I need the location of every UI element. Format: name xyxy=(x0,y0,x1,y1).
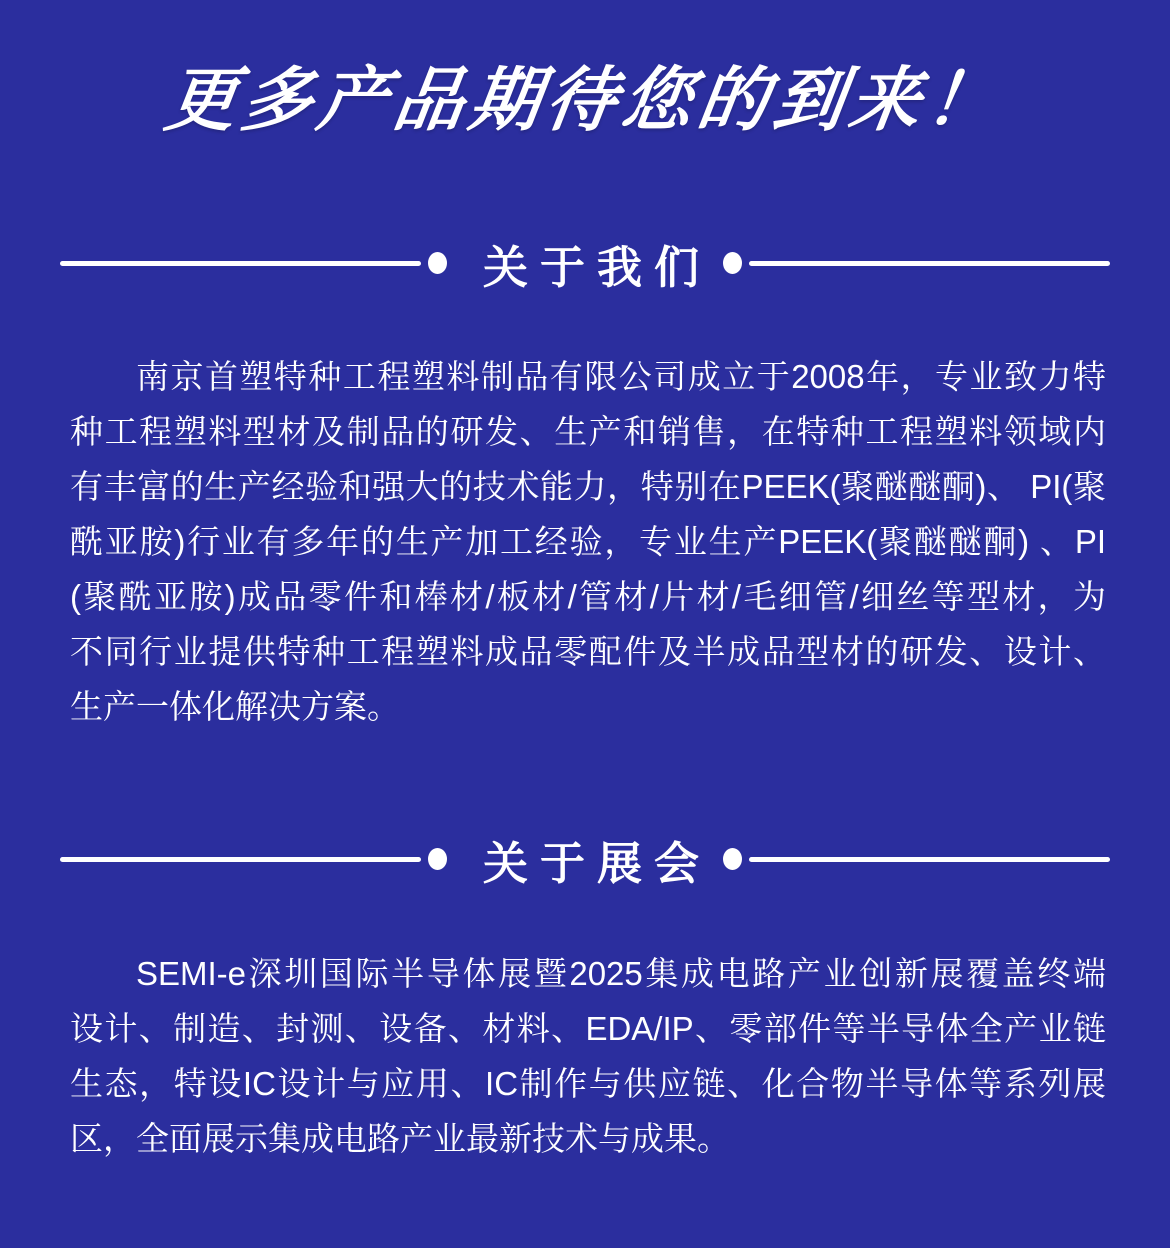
about-us-paragraph xyxy=(70,349,1106,734)
divider-line-left xyxy=(60,857,421,862)
paragraph-line: (聚酰亚胺)成品零件和棒材/板材/管材/片材/毛细管/细丝等型材，为 xyxy=(70,578,1106,615)
paragraph-line: 种工程塑料型材及制品的研发、生产和销售，在特种工程塑料领域内 xyxy=(70,413,1106,450)
divider-dot-icon xyxy=(428,252,447,274)
paragraph-line: 南京首塑特种工程塑料制品有限公司成立于2008年，专业致力特 xyxy=(136,358,1106,395)
paragraph-line: 酰亚胺)行业有多年的生产加工经验，专业生产PEEK(聚醚醚酮) 、PI xyxy=(70,523,1106,560)
divider-dot-icon xyxy=(723,252,742,274)
hero-title: 更多产品期待您的到来！ xyxy=(160,57,1009,141)
hero-banner xyxy=(0,0,1170,160)
divider-line-left xyxy=(60,261,421,266)
paragraph-line: 有丰富的生产经验和强大的技术能力，特别在PEEK(聚醚醚酮)、 PI(聚 xyxy=(70,468,1106,505)
paragraph-line: 设计、制造、封测、设备、材料、EDA/IP、零部件等半导体全产业链 xyxy=(70,1010,1106,1047)
paragraph-line: 不同行业提供特种工程塑料成品零配件及半成品型材的研发、设计、 xyxy=(70,633,1106,670)
section-heading-about-us: 关于我们 xyxy=(483,241,712,293)
divider-dot-icon xyxy=(723,848,742,870)
section-header-about-us xyxy=(60,234,1110,292)
paragraph-line: SEMI-e深圳国际半导体展暨2025集成电路产业创新展覆盖终端 xyxy=(136,955,1106,992)
divider-line-right xyxy=(749,857,1110,862)
divider-line-right xyxy=(749,261,1110,266)
section-header-about-expo xyxy=(60,830,1110,888)
section-heading-about-expo: 关于展会 xyxy=(483,837,712,889)
divider-dot-icon xyxy=(428,848,447,870)
paragraph-line: 生态，特设IC设计与应用、IC制作与供应链、化合物半导体等系列展 xyxy=(70,1065,1106,1102)
paragraph-line: 区，全面展示集成电路产业最新技术与成果。 xyxy=(70,1120,730,1157)
paragraph-line: 生产一体化解决方案。 xyxy=(70,688,400,725)
about-expo-paragraph xyxy=(70,946,1106,1166)
